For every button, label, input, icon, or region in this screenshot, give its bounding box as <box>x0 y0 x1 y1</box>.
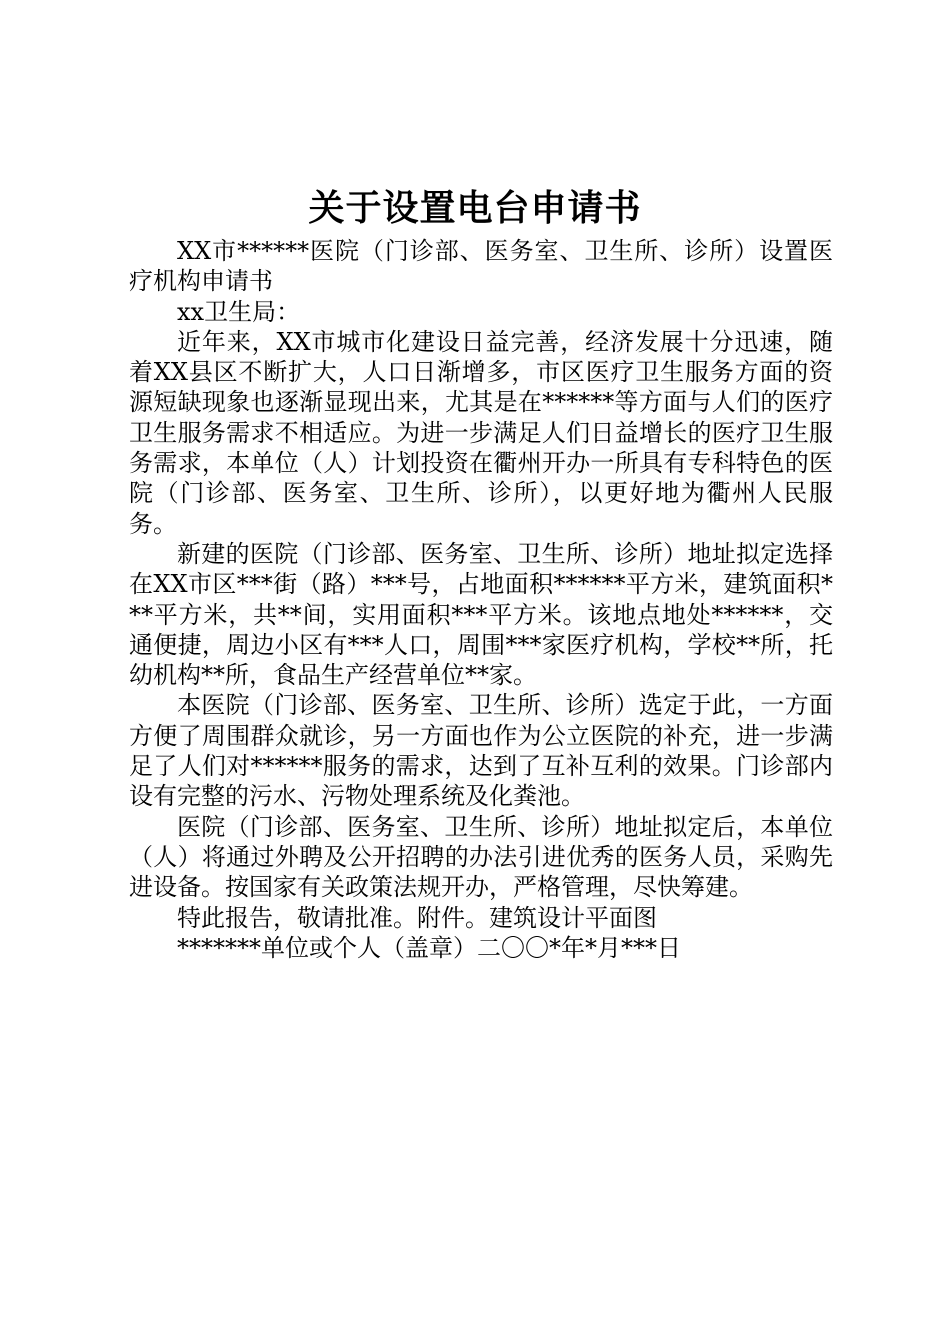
paragraph-addressee: xx卫生局： <box>177 297 301 326</box>
paragraph-background: 近年来，XX市城市化建设日益完善，经济发展十分迅速，随着XX县区不断扩大，人口日渐增多，市区医疗卫生服务方面的资源短缺现象也逐渐显现出来，尤其是在******等方面与人们的医疗卫生服务需求不相适应。为进一步满足人们日益增长的医疗卫生服务需求，本单位（人）计划投资在衢州开办一所具有专科特色的医院（门诊部、医务室、卫生所、诊所），以更好地为衢州人民服务。 <box>129 327 833 538</box>
paragraph-closing: 特此报告，敬请批准。附件。建筑设计平面图 <box>177 903 657 932</box>
document-title: 关于设置电台申请书 <box>308 188 642 229</box>
paragraph-benefits: 本医院（门诊部、医务室、卫生所、诊所）选定于此，一方面方便了周围群众就诊，另一方面也作为公立医院的补充，进一步满足了人们对******服务的需求，达到了互补互利的效果。门诊部内设有完整的污水、污物处理系统及化粪池。 <box>129 691 833 811</box>
paragraph-heading-line: XX市******医院（门诊部、医务室、卫生所、诊所）设置医疗机构申请书 <box>129 237 833 296</box>
paragraph-location: 新建的医院（门诊部、医务室、卫生所、诊所）地址拟定选择在XX市区***街（路）***号，占地面积******平方米，建筑面积***平方米，共**间，实用面积***平方米。该地点地处******，交通便捷，周边小区有***人口，周围***家医疗机构，学校**所，托幼机构**所，食品生产经营单位**家。 <box>129 539 833 690</box>
document-body <box>129 236 833 963</box>
paragraph-plan: 医院（门诊部、医务室、卫生所、诊所）地址拟定后，本单位（人）将通过外聘及公开招聘的办法引进优秀的医务人员，采购先进设备。按国家有关政策法规开办，严格管理，尽快筹建。 <box>129 812 833 902</box>
paragraph-signature: *******单位或个人（盖章）二〇〇*年*月***日 <box>177 933 681 962</box>
